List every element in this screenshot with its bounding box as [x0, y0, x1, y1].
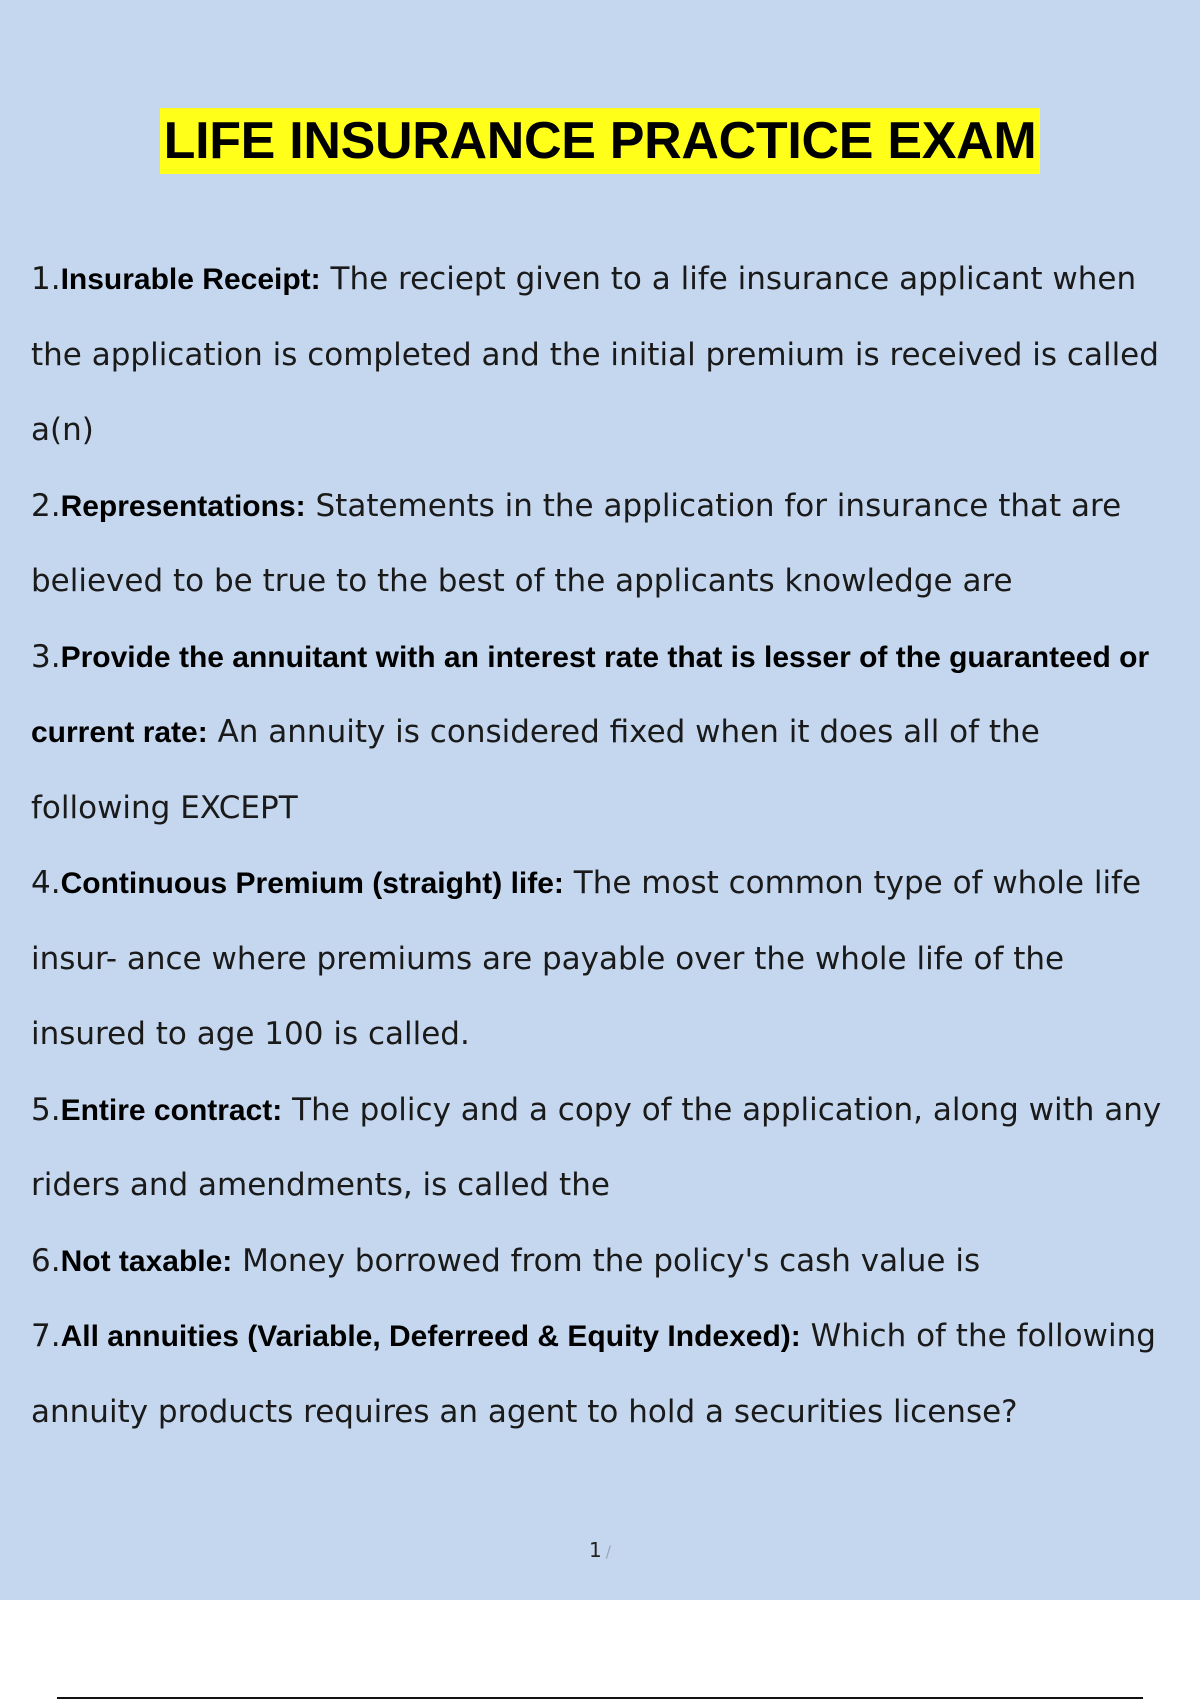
question-number: 2.	[31, 487, 61, 524]
question-text: Statements in the application for insurance that are believed to be true to the best of the applicants knowledge are	[31, 487, 1122, 599]
question-term: Continuous Premium (straight) life:	[60, 867, 564, 900]
question-number: 3.	[31, 638, 61, 675]
page-number-separator: /	[605, 1542, 612, 1561]
question-term: All annuities (Variable, Deferreed & Equity Indexed):	[60, 1320, 801, 1353]
question-item	[31, 242, 1181, 469]
question-term: Entire contract:	[60, 1093, 283, 1127]
question-number: 7.	[31, 1318, 61, 1354]
question-item	[31, 620, 1181, 847]
question-item	[31, 1073, 1181, 1224]
question-item	[31, 1299, 1181, 1450]
question-item	[31, 469, 1181, 620]
question-text: Which of the following annuity products requires an agent to hold a securities license?	[31, 1318, 1156, 1430]
document-title: LIFE INSURANCE PRACTICE EXAM	[160, 108, 1041, 174]
question-number: 1.	[31, 261, 61, 297]
question-list	[31, 242, 1181, 1450]
page-number	[0, 1538, 1200, 1562]
footer-divider	[57, 1697, 1143, 1699]
question-item	[31, 846, 1181, 1073]
page-number-value: 1	[588, 1538, 602, 1562]
question-text: The most common type of whole life insur- ance where premiums are payable over the whole life of the insured to age 100 is called.	[31, 865, 1142, 1052]
question-number: 5.	[31, 1091, 61, 1128]
question-text: Money borrowed from the policy's cash value is	[232, 1242, 981, 1279]
question-text: The policy and a copy of the application, along with any riders and amendments, is called the	[31, 1091, 1162, 1203]
question-term: Insurable Receipt:	[60, 263, 321, 296]
question-number: 4.	[31, 865, 61, 901]
question-item	[31, 1224, 1181, 1300]
question-term: Representations:	[60, 489, 306, 523]
question-text: The reciept given to a life insurance applicant when the application is completed and the initial premium is received is called a(n)	[31, 261, 1159, 448]
question-term: Not taxable:	[60, 1244, 233, 1278]
title-container	[0, 108, 1200, 174]
question-number: 6.	[31, 1242, 61, 1279]
question-text: An annuity is considered fixed when it does all of the following EXCEPT	[31, 714, 1040, 826]
question-term: Provide the annuitant with an interest rate that is lesser of the guaranteed or current rate:	[31, 640, 1150, 749]
